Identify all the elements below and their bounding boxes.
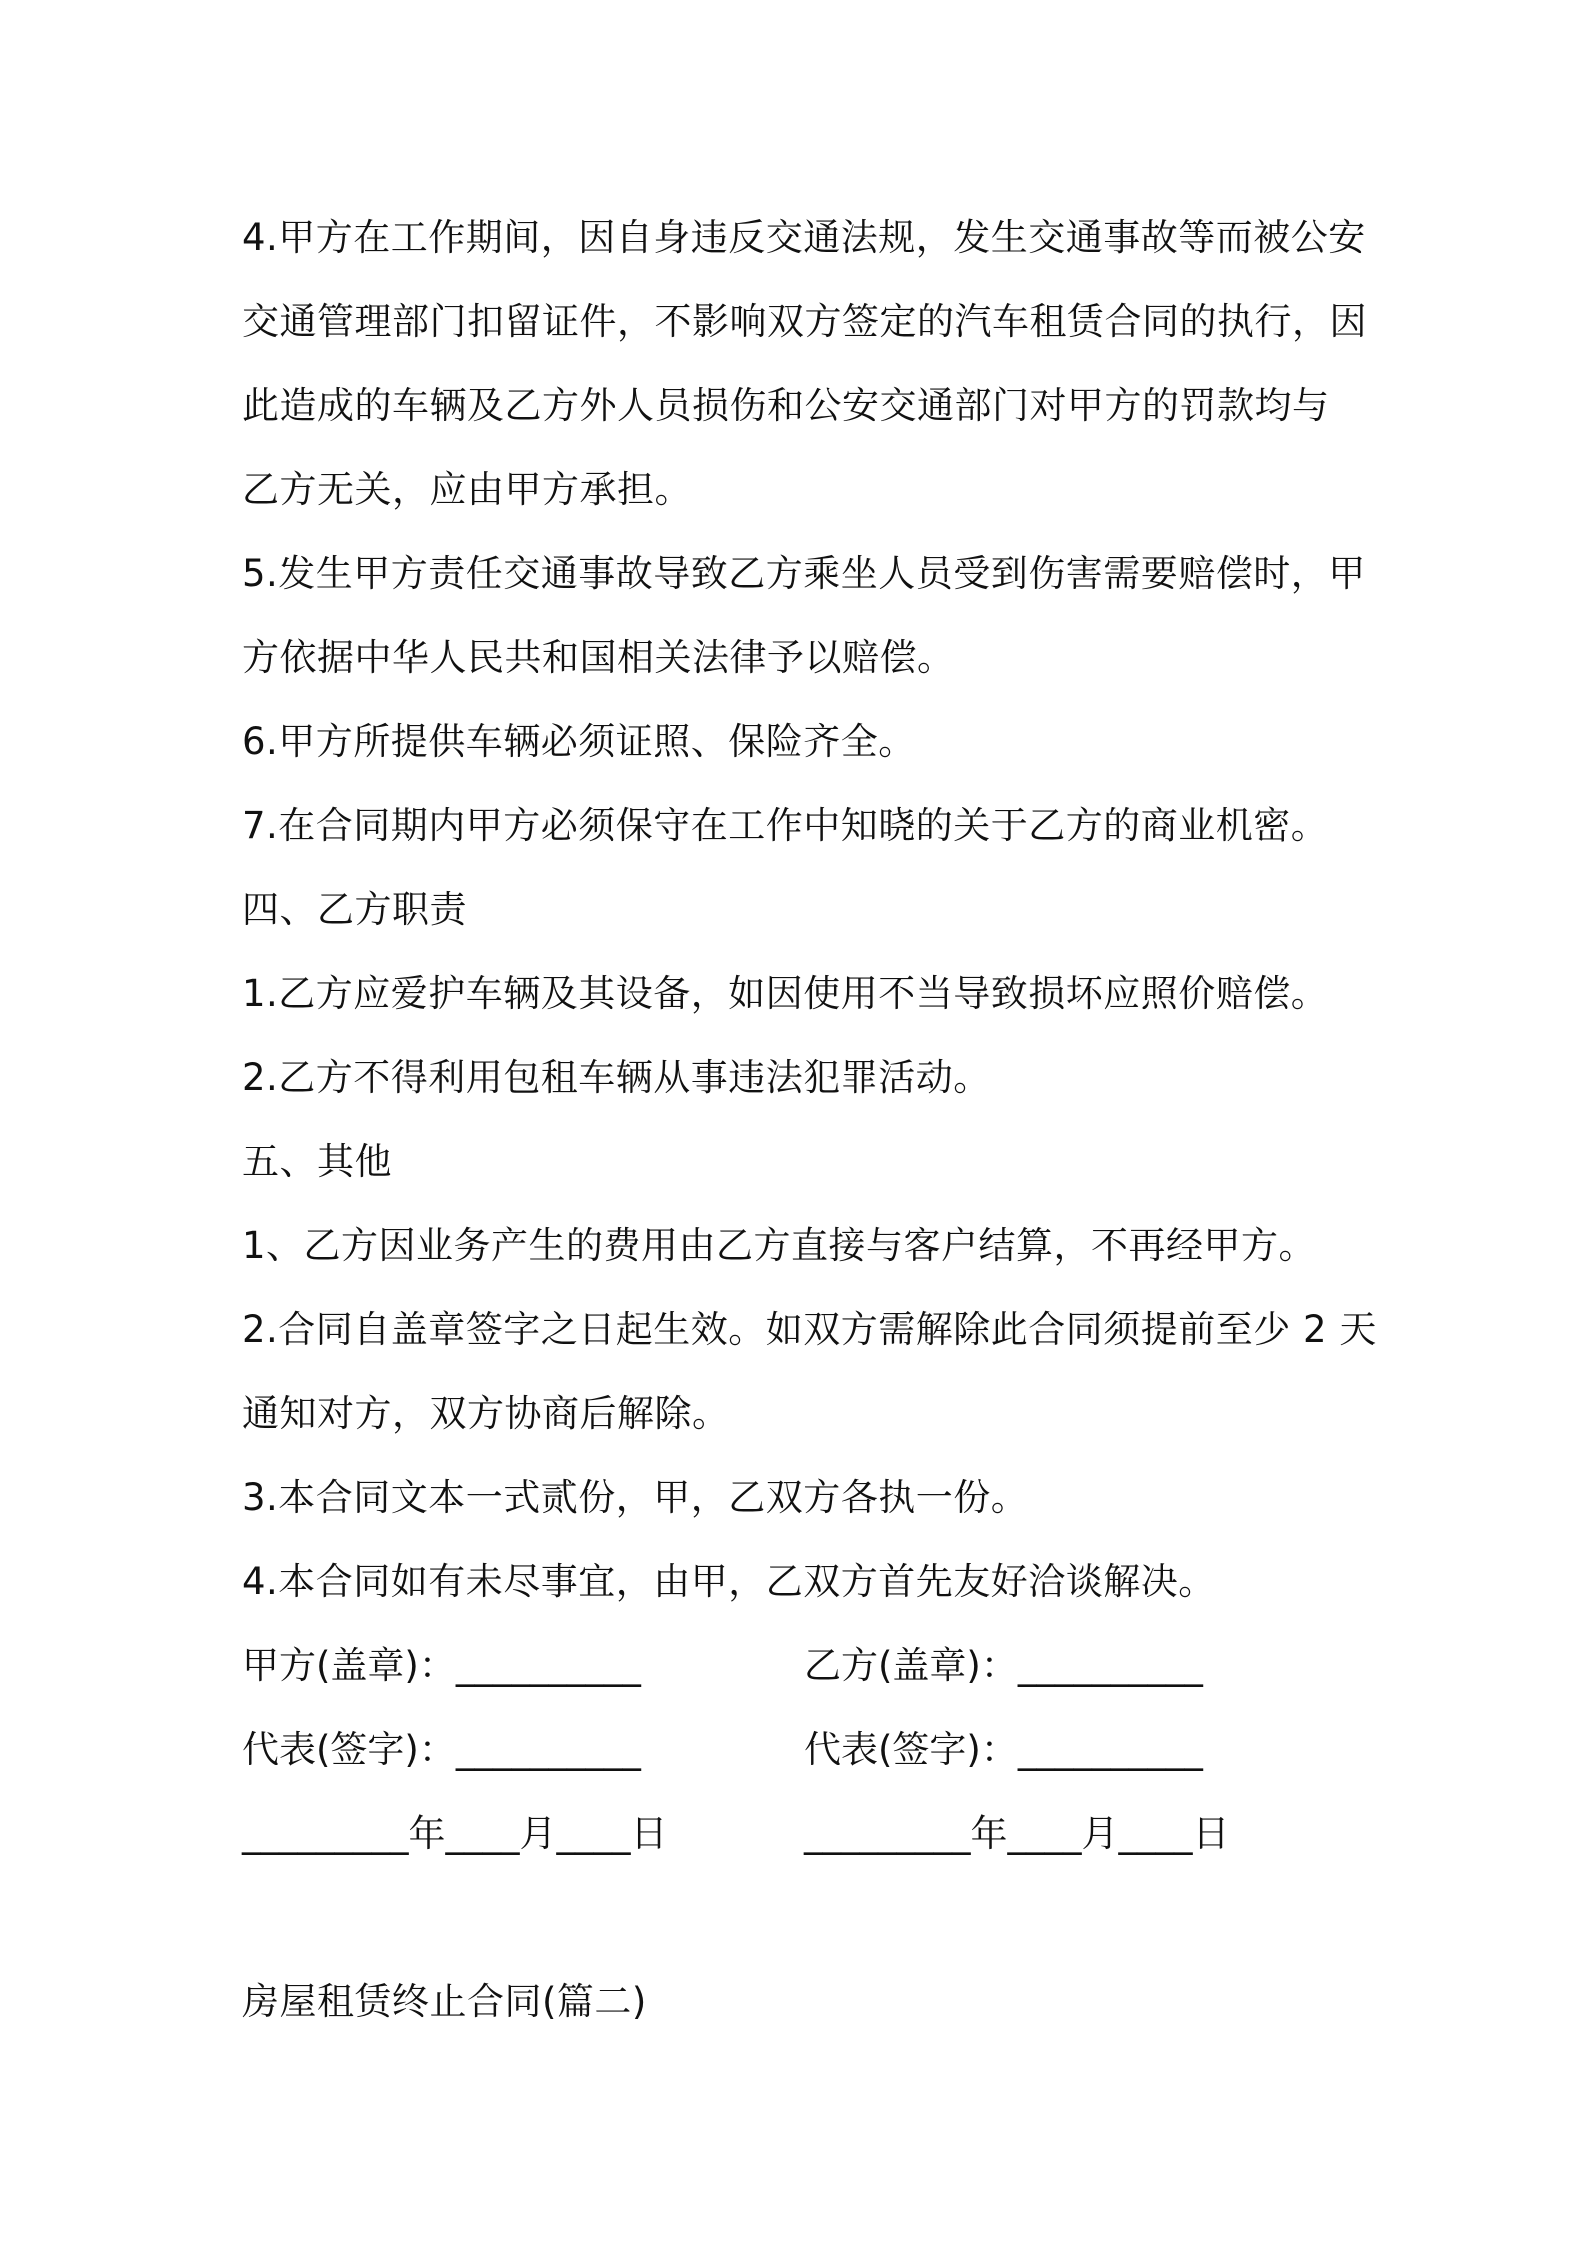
party-a-representative-field: 代表(签字)：__________ [242, 1728, 641, 1771]
text-line: 1、乙方因业务产生的费用由乙方直接与客户结算，不再经甲方。 [242, 1224, 1317, 1267]
blank-spacer [242, 1876, 1362, 1960]
party-b-date-field: _________年____月____日 [804, 1812, 1230, 1855]
text-line: 3.本合同文本一式贰份，甲，乙双方各执一份。 [242, 1476, 1029, 1519]
seal-row [242, 1624, 1362, 1708]
text-line: 此造成的车辆及乙方外人员损伤和公安交通部门对甲方的罚款均与 [242, 384, 1330, 427]
text-line: 2.合同自盖章签字之日起生效。如双方需解除此合同须提前至少 2 天 [242, 1308, 1377, 1351]
party-b-representative-field: 代表(签字)：__________ [804, 1728, 1203, 1771]
text-line: 7.在合同期内甲方必须保守在工作中知晓的关于乙方的商业机密。 [242, 804, 1329, 847]
document-body [242, 196, 1377, 2044]
text-line: 通知对方，双方协商后解除。 [242, 1392, 730, 1435]
section-heading: 五、其他 [242, 1140, 392, 1183]
text-line: 交通管理部门扣留证件，不影响双方签定的汽车租赁合同的执行，因 [242, 300, 1367, 343]
text-line: 4.甲方在工作期间，因自身违反交通法规，发生交通事故等而被公安 [242, 216, 1366, 259]
next-document-title: 房屋租赁终止合同(篇二) [242, 1980, 647, 2023]
text-line: 乙方无关，应由甲方承担。 [242, 468, 692, 511]
text-line: 2.乙方不得利用包租车辆从事违法犯罪活动。 [242, 1056, 991, 1099]
text-line: 方依据中华人民共和国相关法律予以赔偿。 [242, 636, 955, 679]
party-a-seal-field: 甲方(盖章)：__________ [242, 1644, 641, 1687]
text-line: 4.本合同如有未尽事宜，由甲，乙双方首先友好洽谈解决。 [242, 1560, 1216, 1603]
party-b-seal-field: 乙方(盖章)：__________ [804, 1644, 1203, 1687]
text-line: 1.乙方应爱护车辆及其设备，如因使用不当导致损坏应照价赔偿。 [242, 972, 1329, 1015]
representative-row [242, 1708, 1362, 1792]
party-a-date-field: _________年____月____日 [242, 1812, 668, 1855]
text-line: 5.发生甲方责任交通事故导致乙方乘坐人员受到伤害需要赔偿时，甲 [242, 552, 1366, 595]
section-heading: 四、乙方职责 [242, 888, 467, 931]
date-row [242, 1792, 1362, 1876]
text-line: 6.甲方所提供车辆必须证照、保险齐全。 [242, 720, 916, 763]
